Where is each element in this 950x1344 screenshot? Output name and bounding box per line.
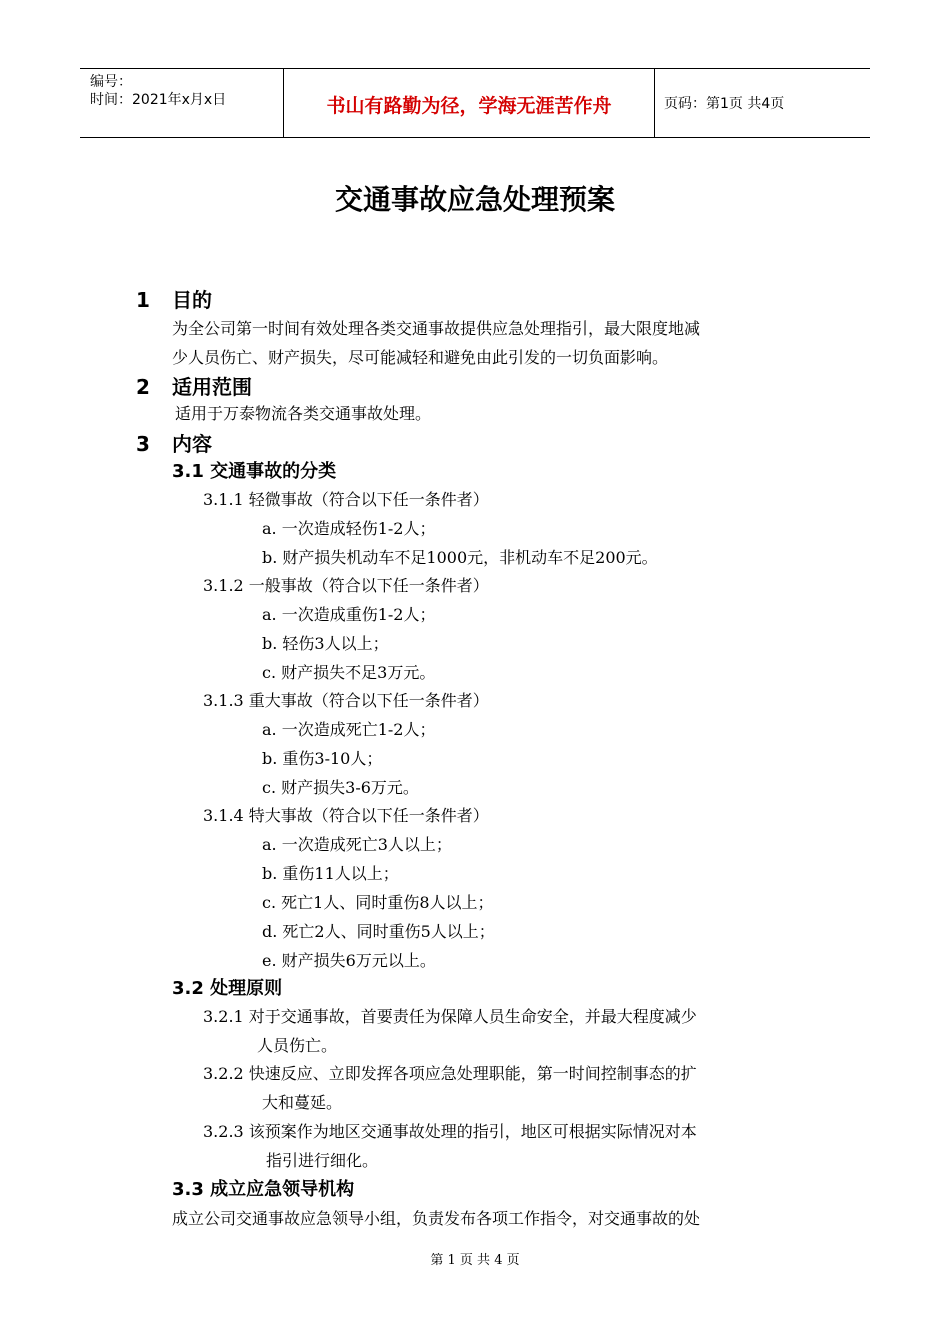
section-number: 2 [136, 375, 150, 399]
paragraph-line: 3.2.1 对于交通事故，首要责任为保障人员生命安全，并最大程度减少 [203, 1007, 697, 1026]
clause-heading: 3.1.2 一般事故（符合以下任一条件者） [203, 576, 489, 595]
paragraph-line: 适用于万泰物流各类交通事故处理。 [175, 404, 432, 423]
section-title: 内容 [172, 432, 212, 456]
list-item: b. 轻伤3人以上； [262, 634, 389, 653]
clause-heading: 3.1.3 重大事故（符合以下任一条件者） [203, 691, 489, 710]
list-item: b. 财产损失机动车不足1000元，非机动车不足200元。 [262, 548, 658, 567]
header-meta [80, 69, 283, 137]
list-item: b. 重伤3-10人； [262, 749, 383, 768]
section-3-heading [136, 428, 212, 457]
list-item: a. 一次造成轻伤1-2人； [262, 519, 436, 538]
paragraph-line: 3.2.2 快速反应、立即发挥各项应急处理职能，第一时间控制事态的扩 [203, 1064, 697, 1083]
header-motto-cell [283, 69, 655, 137]
section-2-heading [136, 371, 252, 400]
paragraph-line: 为全公司第一时间有效处理各类交通事故提供应急处理指引，最大限度地减 [172, 319, 701, 338]
list-item: d. 死亡2人、同时重伤5人以上； [262, 922, 495, 941]
list-item: a. 一次造成重伤1-2人； [262, 605, 436, 624]
list-item: c. 财产损失3-6万元。 [262, 778, 419, 797]
list-item: e. 财产损失6万元以上。 [262, 951, 436, 970]
subsection-heading: 3.1 交通事故的分类 [172, 461, 337, 482]
page-footer: 第 1 页 共 4 页 [430, 1253, 520, 1268]
paragraph-line: 指引进行细化。 [266, 1151, 379, 1170]
doc-date: 时间：2021年x月x日 [90, 92, 227, 108]
section-title: 适用范围 [172, 375, 252, 399]
list-item: c. 死亡1人、同时重伤8人以上； [262, 893, 494, 912]
header-page-number: 页码：第1页 共4页 [664, 96, 785, 112]
section-number: 3 [136, 432, 150, 456]
paragraph-line: 少人员伤亡、财产损失，尽可能减轻和避免由此引发的一切负面影响。 [172, 348, 669, 367]
list-item: c. 财产损失不足3万元。 [262, 663, 436, 682]
header-motto: 书山有路勤为径，学海无涯苦作舟 [326, 95, 612, 117]
section-1-heading [136, 284, 212, 313]
paragraph-line: 大和蔓延。 [262, 1093, 343, 1112]
subsection-heading: 3.3 成立应急领导机构 [172, 1179, 355, 1200]
paragraph-line: 成立公司交通事故应急领导小组，负责发布各项工作指令，对交通事故的处 [172, 1209, 701, 1228]
paragraph-line: 3.2.3 该预案作为地区交通事故处理的指引，地区可根据实际情况对本 [203, 1122, 697, 1141]
doc-number: 编号： [90, 74, 132, 90]
paragraph-line: 人员伤亡。 [257, 1036, 338, 1055]
section-number: 1 [136, 288, 150, 312]
clause-heading: 3.1.4 特大事故（符合以下任一条件者） [203, 806, 489, 825]
list-item: a. 一次造成死亡1-2人； [262, 720, 436, 739]
document-title: 交通事故应急处理预案 [334, 183, 615, 216]
list-item: b. 重伤11人以上； [262, 864, 399, 883]
subsection-heading: 3.2 处理原则 [172, 978, 283, 999]
document-header [80, 68, 870, 138]
section-title: 目的 [172, 288, 212, 312]
clause-heading: 3.1.1 轻微事故（符合以下任一条件者） [203, 490, 489, 509]
list-item: a. 一次造成死亡3人以上； [262, 835, 452, 854]
